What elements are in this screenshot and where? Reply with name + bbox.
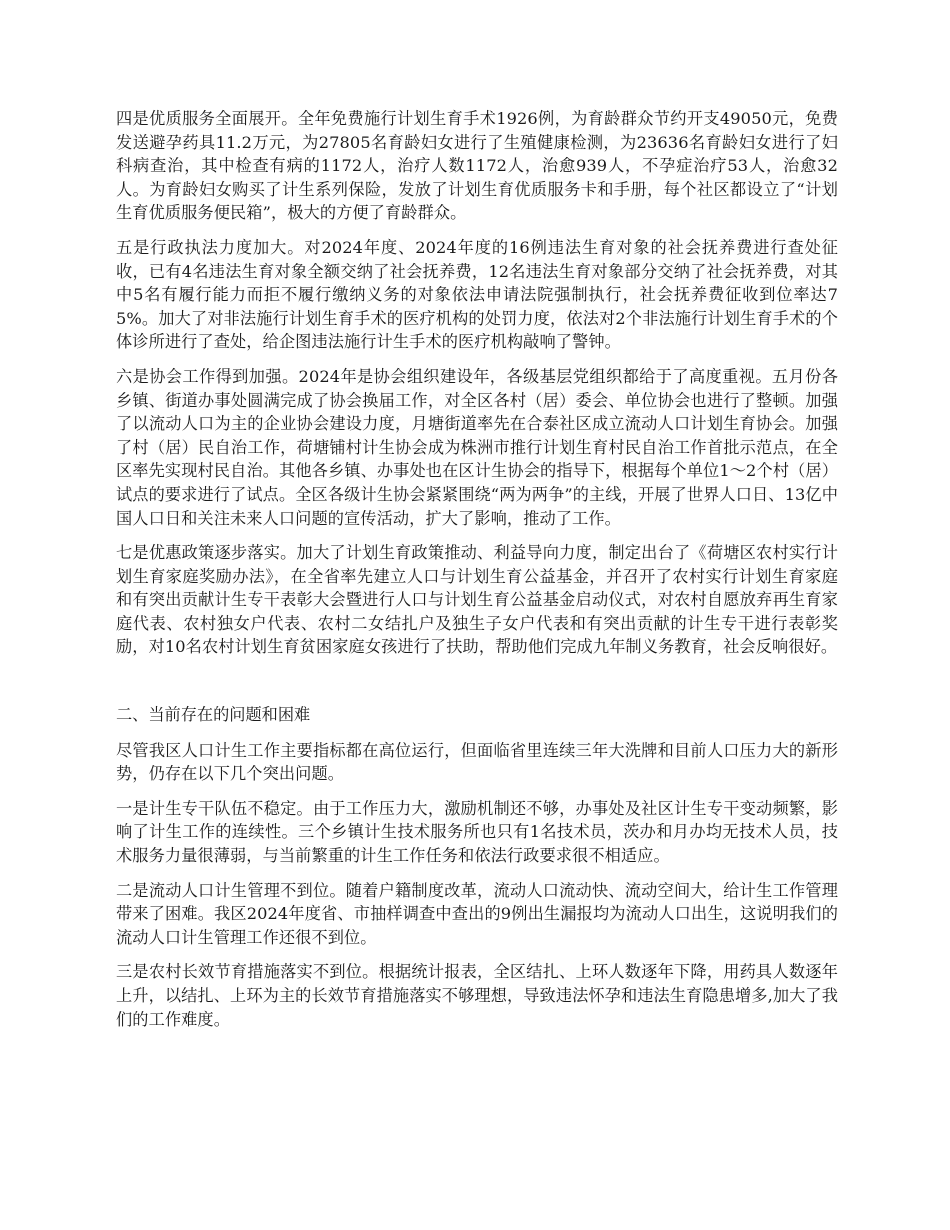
paragraph-problem-contraception: 三是农村长效节育措施落实不到位。根据统计报表，全区结扎、上环人数逐年下降，用药具人数逐年上升，以结扎、上环为主的长效节育措施落实不够理想，导致违法怀孕和违法生育隐患增多,加大了我们的工作难度。 <box>116 962 838 1029</box>
paragraph-problems-intro: 尽管我区人口计生工作主要指标都在高位运行，但面临省里连续三年大洗牌和目前人口压力大的新形势，仍存在以下几个突出问题。 <box>116 740 838 784</box>
paragraph-quality-service: 四是优质服务全面展开。全年免费施行计划生育手术1926例，为育龄群众节约开支49050元，免费发送避孕药具11.2万元，为27805名育龄妇女进行了生殖健康检测，为23636名育龄妇女进行了妇科病查治，其中检查有病的1172人，治疗人数1172人，治愈939人，不孕症治疗53人，治愈32人。为育龄妇女购买了计生系列保险，发放了计划生育优质服务卡和手册，每个社区都设立了“计划生育优质服务便民箱”，极大的方便了育龄群众。 <box>116 109 838 223</box>
paragraph-association-work: 六是协会工作得到加强。2024年是协会组织建设年，各级基层党组织都给于了高度重视。五月份各乡镇、街道办事处圆满完成了协会换届工作，对全区各村（居）委会、单位协会也进行了整顿。加强了以流动人口为主的企业协会建设力度，月塘街道率先在合泰社区成立流动人口计划生育协会。加强了村（居）民自治工作，荷塘铺村计生协会成为株洲市推行计划生育村民自治工作首批示范点，在全区率先实现村民自治。其他各乡镇、办事处也在区计生协会的指导下，根据每个单位1～2个村（居）试点的要求进行了试点。全区各级计生协会紧紧围绕“两为两争”的主线，开展了世界人口日、13亿中国人口日和关注未来人口问题的宣传活动，扩大了影响，推动了工作。 <box>116 366 838 528</box>
paragraph-preferential-policy: 七是优惠政策逐步落实。加大了计划生育政策推动、利益导向力度，制定出台了《荷塘区农村实行计划生育家庭奖励办法》，在全省率先建立人口与计划生育公益基金，并召开了农村实行计划生育家庭和有突出贡献计生专干表彰大会暨进行人口与计划生育公益基金启动仪式，对农村自愿放弃再生育家庭代表、农村独女户代表、农村二女结扎户及独生子女户代表和有突出贡献的计生专干进行表彰奖励，对10名农村计划生育贫困家庭女孩进行了扶助，帮助他们完成九年制义务教育，社会反响很好。 <box>116 543 838 657</box>
section-heading-problems: 二、当前存在的问题和困难 <box>116 705 311 725</box>
paragraph-problem-floating-population: 二是流动人口计生管理不到位。随着户籍制度改革，流动人口流动快、流动空间大，给计生工作管理带来了困难。我区2024年度省、市抽样调查中查出的9例出生漏报均为流动人口出生，这说明我们的流动人口计生管理工作还很不到位。 <box>116 880 838 947</box>
paragraph-law-enforcement: 五是行政执法力度加大。对2024年度、2024年度的16例违法生育对象的社会抚养费进行查处征收，已有4名违法生育对象全额交纳了社会抚养费，12名违法生育对象部分交纳了社会抚养费，对其中5名有履行能力而拒不履行缴纳义务的对象依法申请法院强制执行，社会抚养费征收到位率达75%。加大了对非法施行计划生育手术的医疗机构的处罚力度，依法对2个非法施行计划生育手术的个体诊所进行了查处，给企图违法施行计生手术的医疗机构敲响了警钟。 <box>116 237 838 352</box>
paragraph-problem-staff: 一是计生专干队伍不稳定。由于工作压力大，激励机制还不够，办事处及社区计生专干变动频繁，影响了计生工作的连续性。三个乡镇计生技术服务所也只有1名技术员，茨办和月办均无技术人员，技术服务力量很薄弱，与当前繁重的计生工作任务和依法行政要求很不相适应。 <box>116 798 838 866</box>
